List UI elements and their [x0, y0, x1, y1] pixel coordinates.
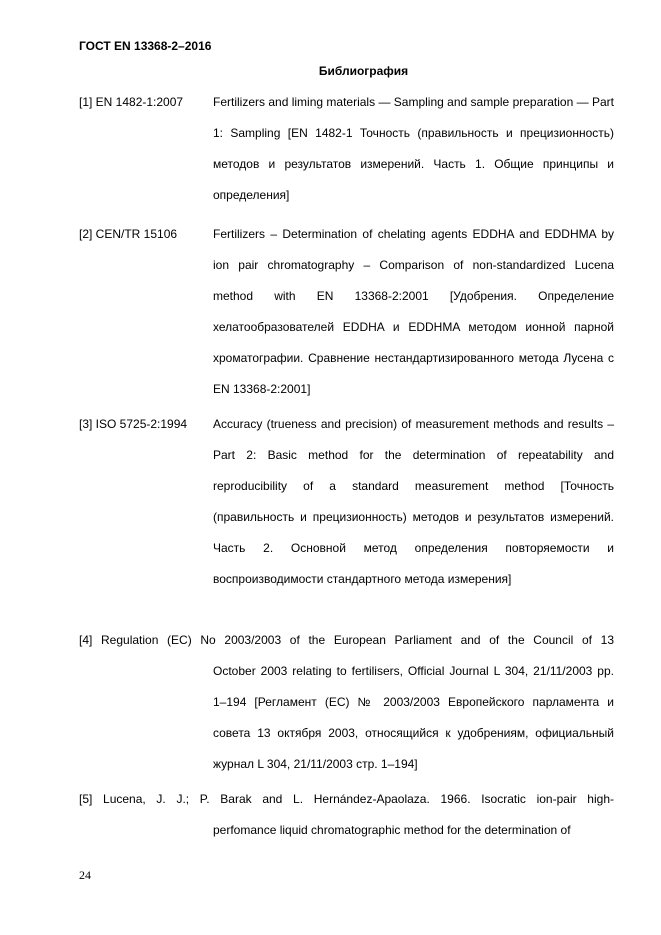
document-code-header: ГОСТ EN 13368-2–2016	[79, 39, 212, 53]
bibliography-title: Библиография	[318, 64, 409, 78]
reference-text: Fertilizers and liming materials — Sampling and sample preparation — Part 1: Sampling [EN 1482-1 Точность (правильность и прецизионность) методов и результатов измерений. Часть 1. Общие принципы и определения]	[213, 95, 614, 202]
reference-entry-2	[79, 219, 614, 405]
reference-entry-3	[79, 409, 614, 595]
reference-entry-5	[79, 784, 614, 846]
reference-label: [3] ISO 5725-2:1994	[79, 417, 188, 431]
reference-text: Accuracy (trueness and precision) of measurement methods and results – Part 2: Basic method for the determination of repeatability and reproducibility of a standard measurement method [Точность (правильность и прецизионность) методов и результатов измерений. Часть 2. Основной метод определения повторяемости и воспроизводимости стандартного метода измерения]	[213, 417, 614, 586]
reference-text: Fertilizers – Determination of chelating agents EDDHA and EDDHMA by ion pair chromatography – Comparison of non-standardized Lucena method with EN 13368-2:2001 [Удобрения. Определение хелатообразователей EDDHA и EDDHMA методом ионной парной хроматографии. Сравнение нестандартизированного метода Лусена с EN 13368-2:2001]	[213, 227, 614, 396]
reference-label: [1] EN 1482-1:2007	[79, 95, 184, 109]
reference-label: [2] CEN/TR 15106	[79, 227, 178, 241]
reference-entry-1	[79, 87, 614, 211]
reference-label: [5] Lucena, J. J.; P. Barak and L. Hernández-Apaolaza. 1966. Isocratic ion-pair high-	[79, 792, 614, 806]
page-number: 24	[79, 868, 91, 882]
reference-entry-4	[79, 625, 614, 780]
reference-text: perfomance liquid chromatographic method for the determination of	[213, 823, 571, 837]
reference-label: [4] Regulation (EC) No 2003/2003 of the European Parliament and of the Council of 13	[79, 633, 614, 647]
reference-text: October 2003 relating to fertilisers, Official Journal L 304, 21/11/2003 pp. 1–194 [Регламент (ЕС) № 2003/2003 Европейского парламента и совета 13 октября 2003, относящийся к удобрениям, официальный журнал L 304, 21/11/2003 стр. 1–194]	[213, 664, 614, 771]
